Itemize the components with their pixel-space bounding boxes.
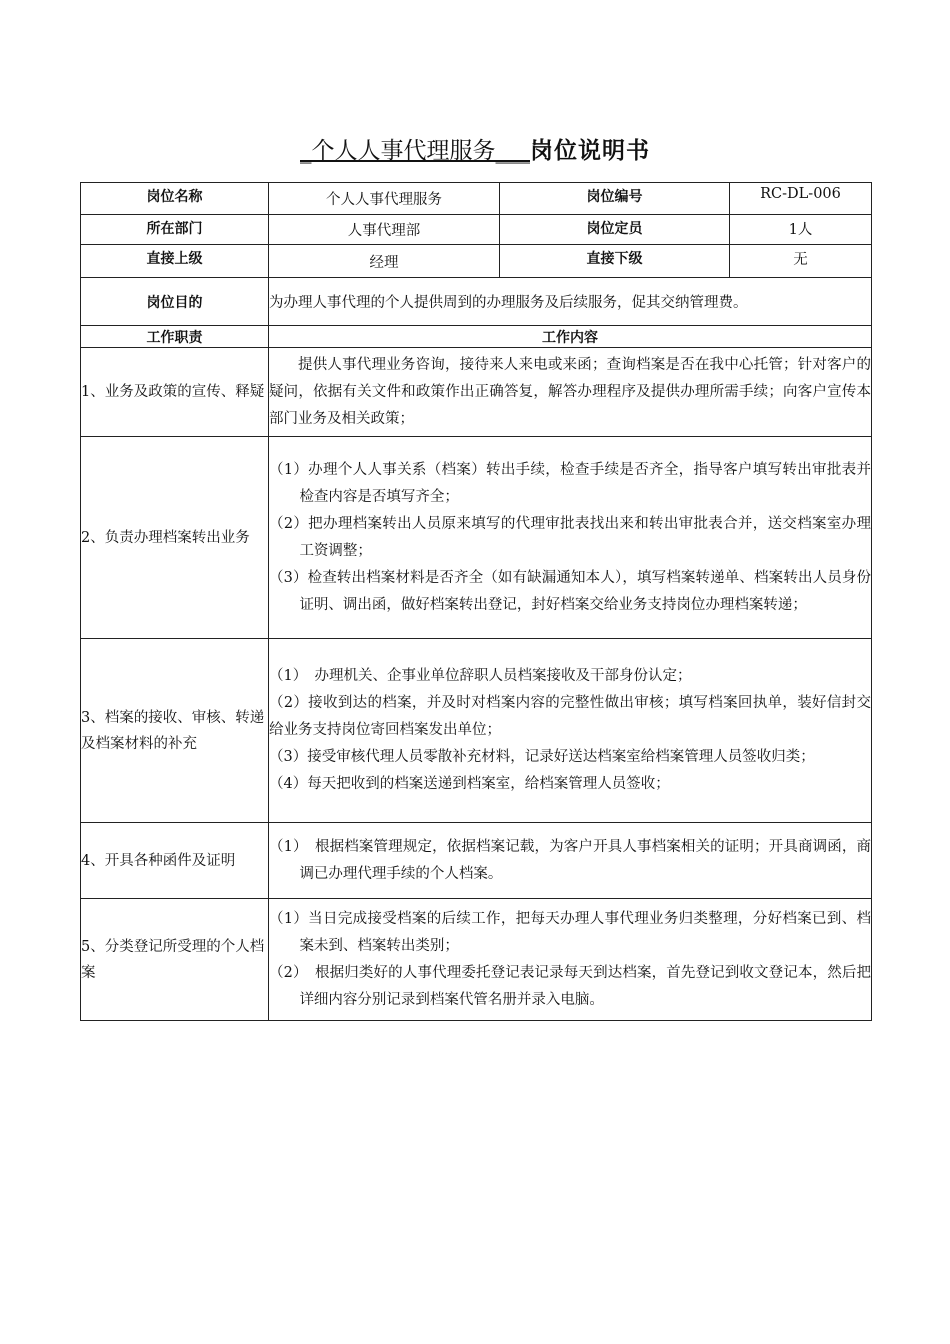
subordinate-value: 无 <box>730 245 872 278</box>
job-description-table <box>80 182 872 1021</box>
position-code-value: RC-DL-006 <box>730 183 872 215</box>
superior-label: 直接上级 <box>81 245 269 278</box>
row-purpose <box>81 278 872 326</box>
duty-title: 2、负责办理档案转出业务 <box>81 437 269 639</box>
duty-item: （1）当日完成接受档案的后续工作，把每天办理人事代理业务归类整理，分好档案已到、档案未到、档案转出类别； <box>269 910 871 954</box>
department-label: 所在部门 <box>81 215 269 245</box>
duty-row-5 <box>81 899 872 1021</box>
title-prefix: _ <box>300 138 312 164</box>
purpose-label: 岗位目的 <box>81 278 269 326</box>
duty-content <box>269 348 872 437</box>
duty-item: （1） 根据档案管理规定，依据档案记载，为客户开具人事档案相关的证明；开具商调函，商调已办理代理手续的个人档案。 <box>269 838 871 882</box>
duty-content <box>269 639 872 823</box>
position-code-label: 岗位编号 <box>500 183 730 215</box>
subordinate-label: 直接下级 <box>500 245 730 278</box>
duty-item: （2）把办理档案转出人员原来填写的代理审批表找出来和转出审批表合并，送交档案室办理工资调整； <box>269 515 871 559</box>
row-superior <box>81 245 872 278</box>
duty-title: 5、分类登记所受理的个人档案 <box>81 899 269 1021</box>
duty-item: （3）接受审核代理人员零散补充材料，记录好送达档案室给档案管理人员签收归类； <box>269 749 815 765</box>
superior-value: 经理 <box>269 245 500 278</box>
duty-item: （2） 根据归类好的人事代理委托登记表记录每天到达档案，首先登记到收文登记本，然后把详细内容分别记录到档案代管名册并录入电脑。 <box>269 964 871 1008</box>
duty-title: 3、档案的接收、审核、转递及档案材料的补充 <box>81 639 269 823</box>
duty-column-header: 工作职责 <box>81 326 269 348</box>
purpose-value: 为办理人事代理的个人提供周到的办理服务及后续服务，促其交纳管理费。 <box>269 278 872 326</box>
position-name-label: 岗位名称 <box>81 183 269 215</box>
position-name-value: 个人人事代理服务 <box>269 183 500 215</box>
duty-content <box>269 437 872 639</box>
row-duties-header <box>81 326 872 348</box>
duty-item: （2）接收到达的档案，并及时对档案内容的完整性做出审核；填写档案回执单，装好信封交给业务支持岗位寄回档案发出单位； <box>269 695 871 738</box>
title-position-name: 个人人事代理服务 <box>311 138 496 164</box>
duty-row-4 <box>81 823 872 899</box>
duty-content <box>269 823 872 899</box>
title-heading: 岗位说明书 <box>530 138 650 164</box>
document-title <box>0 133 950 169</box>
duty-row-2 <box>81 437 872 639</box>
department-value: 人事代理部 <box>269 215 500 245</box>
headcount-label: 岗位定员 <box>500 215 730 245</box>
duty-content <box>269 899 872 1021</box>
content-column-header: 工作内容 <box>269 326 872 348</box>
duty-item: （4）每天把收到的档案送递到档案室，给档案管理人员签收； <box>269 776 670 792</box>
duty-row-3 <box>81 639 872 823</box>
duty-item: （1）办理个人人事关系（档案）转出手续，检查手续是否齐全，指导客户填写转出审批表并检查内容是否填写齐全； <box>269 461 871 505</box>
duty-row-1 <box>81 348 872 437</box>
headcount-value: 1人 <box>730 215 872 245</box>
duty-title: 4、开具各种函件及证明 <box>81 823 269 899</box>
duty-title: 1、业务及政策的宣传、释疑 <box>81 348 269 437</box>
row-department <box>81 215 872 245</box>
duty-item: （3）检查转出档案材料是否齐全（如有缺漏通知本人），填写档案转递单、档案转出人员身份证明、调出函，做好档案转出登记，封好档案交给业务支持岗位办理档案转递； <box>269 569 871 613</box>
duty-item: （1） 办理机关、企事业单位辞职人员档案接收及干部身份认定； <box>269 668 692 684</box>
title-suffix: ___ <box>495 138 530 164</box>
duty-item: 提供人事代理业务咨询，接待来人来电或来函；查询档案是否在我中心托管；针对客户的疑问，依据有关文件和政策作出正确答复，解答办理程序及提供办理所需手续；向客户宣传本部门业务及相关政策； <box>269 356 871 427</box>
row-position <box>81 183 872 215</box>
